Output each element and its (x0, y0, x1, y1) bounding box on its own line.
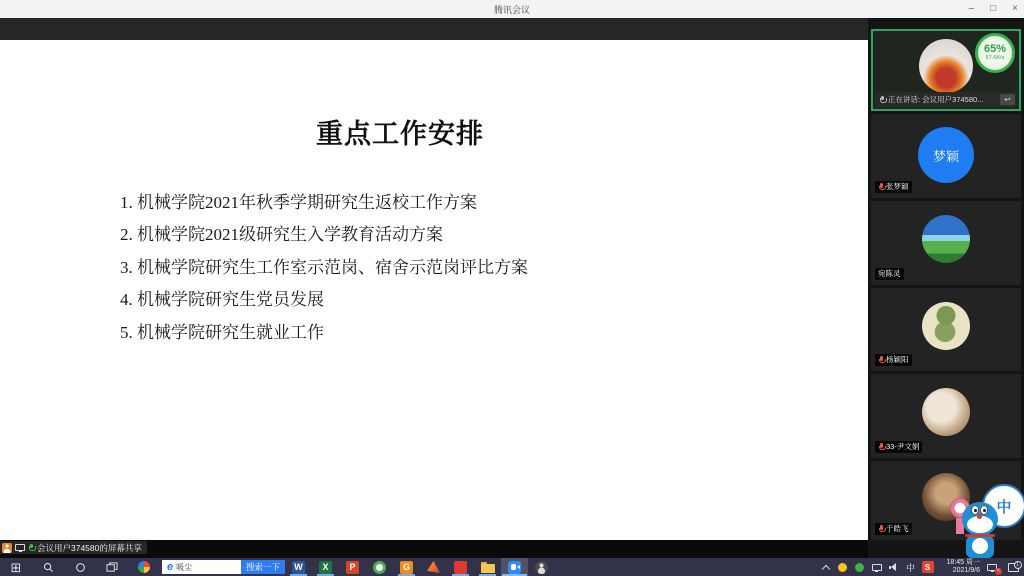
taskbar-app-green-ring[interactable] (366, 558, 393, 576)
close-button[interactable]: × (1012, 3, 1018, 14)
speaking-status-bar (875, 92, 1017, 107)
error-x-icon: × (995, 568, 1002, 575)
participant-avatar (922, 215, 970, 263)
doraemon-nose (977, 514, 982, 519)
reply-arrow-icon[interactable]: ↩ (1000, 94, 1015, 105)
battery-speed-overlay (975, 33, 1015, 73)
video-tile-participant[interactable] (871, 114, 1021, 198)
taskbar-app-file-explorer[interactable] (474, 558, 501, 576)
minimize-button[interactable]: – (968, 3, 975, 14)
shared-screen-area (0, 18, 868, 558)
participant-name-tag (875, 268, 904, 280)
network-icon (872, 564, 882, 571)
slide-list-item: 3. 机械学院研究生工作室示范岗、宿舍示范岗评比方案 (120, 258, 528, 277)
taskbar-app-person[interactable] (528, 558, 555, 576)
participant-name: 33-尹文娟 (886, 442, 920, 451)
tray-network[interactable] (868, 558, 885, 576)
search-submit-button[interactable]: 搜索一下 (241, 560, 285, 574)
cortana-button[interactable] (64, 558, 96, 576)
cortana-icon (75, 562, 86, 573)
doraemon-collar (965, 534, 995, 537)
sogou-icon: S (922, 561, 934, 573)
mic-icon (28, 544, 34, 552)
search-icon (43, 562, 54, 573)
pinwheel-icon (138, 561, 150, 573)
search-box-text: 吸尘 (176, 562, 193, 572)
video-tile-participant[interactable] (871, 374, 1021, 458)
slide-list-item: 5. 机械学院研究生就业工作 (120, 323, 324, 342)
clock-time: 18:45 周一 (946, 559, 980, 566)
matlab-icon (427, 561, 440, 573)
screen-share-banner[interactable] (0, 541, 147, 554)
ime-label: 中 (905, 562, 915, 573)
tray-display-disconnected[interactable] (982, 558, 1002, 576)
participant-name: 张梦颖 (886, 182, 909, 191)
excel-icon: X (319, 561, 332, 574)
participant-name-tag (875, 354, 912, 366)
tencent-meeting-icon (508, 561, 521, 574)
browser-icon: e (167, 561, 174, 573)
window-titlebar (0, 0, 1024, 18)
mic-muted-icon (878, 443, 884, 451)
maximize-button[interactable]: □ (990, 3, 997, 14)
video-tile-participant[interactable] (871, 288, 1021, 371)
slide-list-item: 1. 机械学院2021年秋季学期研究生返校工作方案 (120, 193, 477, 212)
volume-icon (889, 563, 899, 572)
taskbar-app-powerpoint[interactable] (339, 558, 366, 576)
speaking-status-text: 正在讲话: 会议用户374580... (888, 95, 984, 104)
battery-percent: 65% (983, 43, 1007, 55)
green-ring-icon (373, 561, 386, 574)
taskbar-clock[interactable] (936, 559, 982, 575)
doraemon-belly (972, 538, 988, 554)
tray-yellow-app[interactable] (834, 558, 851, 576)
screen-icon (15, 544, 25, 551)
start-button[interactable] (0, 558, 32, 576)
powerpoint-icon: P (346, 561, 359, 574)
tray-show-hidden-icons[interactable] (817, 558, 834, 576)
folder-icon (481, 562, 495, 573)
participant-name-tag (875, 181, 912, 193)
participant-avatar (922, 388, 970, 436)
speaker-avatar (919, 39, 973, 93)
participant-avatar (918, 127, 974, 183)
tray-sogou[interactable] (919, 558, 936, 576)
participants-sidebar (868, 18, 1024, 558)
task-view-button[interactable] (96, 558, 128, 576)
window-controls (969, 0, 1018, 18)
mic-muted-icon (878, 356, 884, 364)
participant-avatar (922, 302, 970, 350)
participant-name-tag (875, 441, 922, 453)
video-tile-active-speaker[interactable] (871, 29, 1021, 111)
notification-icon (1008, 563, 1019, 572)
tray-green-app[interactable] (851, 558, 868, 576)
presentation-slide (0, 40, 868, 540)
taskbar-app-red[interactable] (447, 558, 474, 576)
mic-icon (879, 96, 885, 104)
windows-logo-icon: ⊞ (10, 559, 22, 575)
chevron-up-icon (821, 564, 829, 572)
tray-volume[interactable] (885, 558, 902, 576)
taskbar-app-tencent-meeting[interactable] (501, 558, 528, 576)
participant-name: 杨颖阳 (886, 355, 909, 364)
mic-muted-icon (878, 183, 884, 191)
screen-share-text: 会议用户374580的屏幕共享 (37, 542, 142, 553)
task-view-icon (106, 562, 118, 573)
doraemon-widget[interactable] (950, 478, 1024, 558)
notification-badge: 1 (1014, 561, 1022, 569)
taskbar-search-button[interactable] (32, 558, 64, 576)
pinwheel-app-button[interactable] (128, 558, 160, 576)
participant-name: 宛陈灵 (878, 269, 901, 278)
taskbar-app-g[interactable] (393, 558, 420, 576)
doraemon-eye (980, 505, 988, 515)
slide-title: 重点工作安排 (316, 119, 484, 149)
tray-input-method[interactable] (902, 558, 919, 576)
widget-label: 中 (996, 498, 1012, 516)
taskbar (0, 558, 1024, 576)
shared-screen-top-bar (0, 18, 868, 40)
network-speed: 57.6K/s (985, 55, 1005, 61)
taskbar-search-box[interactable] (162, 560, 285, 574)
mic-muted-icon (878, 525, 884, 533)
window-title: 腾讯会议 (493, 4, 530, 15)
avatar-initials: 梦颖 (932, 148, 959, 164)
green-dot-icon (855, 563, 864, 572)
g-app-icon: G (400, 561, 413, 574)
action-center-button[interactable] (1002, 558, 1024, 576)
taskbar-app-excel[interactable] (312, 558, 339, 576)
clock-date: 2021/9/6 (952, 567, 980, 574)
word-icon: W (292, 561, 305, 574)
yellow-dot-icon (838, 563, 847, 572)
meeting-user-icon (2, 543, 12, 553)
red-app-icon (454, 561, 467, 574)
participant-name-tag (875, 523, 912, 535)
participant-name: 于皓飞 (886, 524, 909, 533)
taskbar-app-matlab[interactable] (420, 558, 447, 576)
slide-list-item: 2. 机械学院2021级研究生入学教育活动方案 (120, 225, 443, 244)
person-app-icon (535, 561, 548, 574)
taskbar-app-word[interactable] (285, 558, 312, 576)
video-tile-participant[interactable] (871, 201, 1021, 285)
slide-list-item: 4. 机械学院研究生党员发展 (120, 290, 324, 309)
